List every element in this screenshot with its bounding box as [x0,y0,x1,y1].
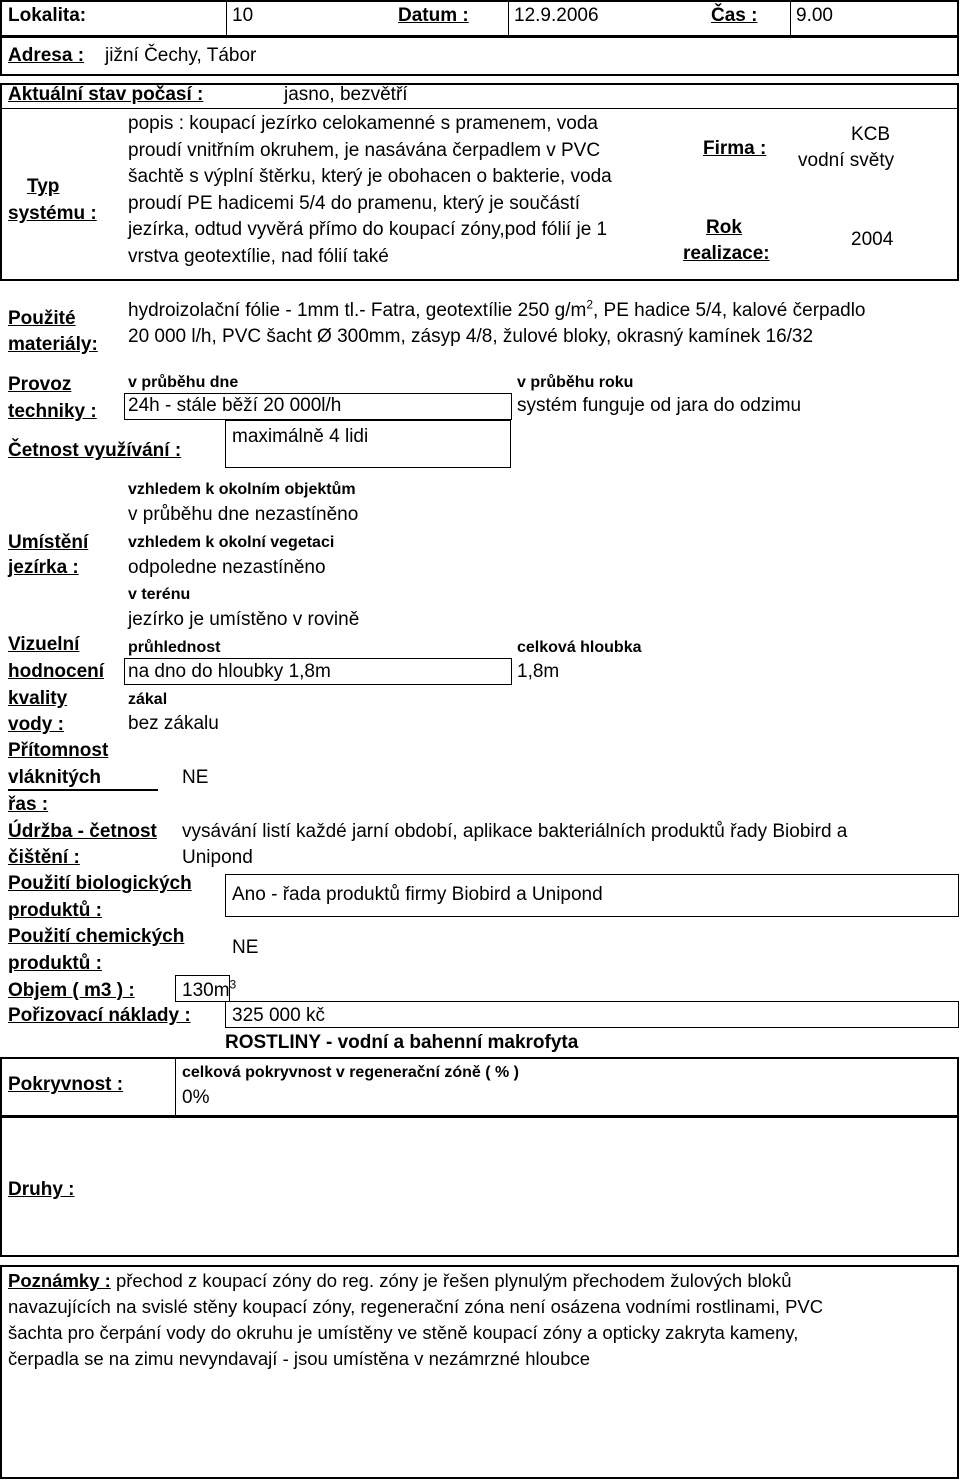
plants-title: ROSTLINY - vodní a bahenní makrofyta [225,1032,579,1053]
location-value: 10 [232,5,254,26]
notes-label: Poznámky : [8,1270,111,1291]
algae-label-line: Přítomnost [8,740,109,761]
cost-value: 325 000 kč [232,1005,325,1026]
operation-day-label: v průběhu dne [128,374,239,391]
volume-label: Objem ( m3 ) : [8,980,135,1001]
year-label-line2: realizace: [683,243,770,264]
notes-line [8,1268,823,1294]
volume-number: 130m [182,980,230,1001]
placement-label-line1: Umístění [8,532,89,553]
algae-value: NE [182,767,209,788]
chem-label-line2: produktů : [8,953,102,974]
firm-value-line1: KCB [851,124,891,145]
materials-superscript: 2 [586,297,593,312]
coverage-value: 0% [182,1087,210,1108]
algae-label-line: řas : [8,794,49,815]
time-label: Čas : [711,5,758,26]
quality-label-line: hodnocení [8,661,105,682]
notes-line: navazujících na svislé stěny koupací zóny, regenerační zóna není osázena vodními rostlinami, PVC [8,1296,824,1317]
notes-text [8,1268,823,1372]
system-desc-line: jezírka, odtud vyvěrá přímo do koupací zóny,pod fólií je 1 [128,219,608,240]
materials-line2: 20 000 l/h, PVC šacht Ø 300mm, zásyp 4/8, žulové bloky, okrasný kamínek 16/32 [128,326,814,347]
usage-label: Četnost využívání : [8,440,182,461]
volume-superscript: 3 [229,977,237,992]
firm-label: Firma : [703,138,767,159]
usage-value: maximálně 4 lidi [232,426,369,447]
maintenance-value-line1: vysávání listí každé jarní období, aplikace bakteriálních produktů řady Biobird a [182,821,848,842]
bio-label-line1: Použití biologických [8,873,192,894]
algae-label-line: vláknitých [8,767,101,788]
weather-rule [0,108,959,109]
placement-vegetation-label: vzhledem k okolní vegetaci [128,534,335,551]
materials-line1-end: , PE hadice 5/4, kalové čerpadlo [593,300,866,321]
cost-value-box [225,1001,959,1028]
chem-label-line1: Použití chemických [8,926,185,947]
maintenance-label-line1: Údržba - četnost [8,821,157,842]
depth-label: celková hloubka [517,639,642,656]
clarity-value: na dno do hloubky 1,8m [128,661,331,682]
system-desc-line: popis : koupací jezírko celokamenné s pramenem, voda [128,113,598,134]
system-desc-line: vrstva geotextílie, nad fólií také [128,245,389,267]
quality-label-line: kvality [8,688,68,709]
volume-value [182,977,237,1003]
operation-day-value: 24h - stále běží 20 000l/h [128,395,342,416]
weather-label: Aktuální stav počasí : [8,84,204,105]
operation-label-line1: Provoz [8,374,72,395]
quality-label-line: Vizuelní [8,634,80,655]
turbidity-value: bez zákalu [128,713,219,734]
operation-year-label: v průběhu roku [517,374,634,391]
location-label: Lokalita: [8,5,87,26]
system-desc-line: proudí vnitřním okruhem, je nasávána čerpadlem v PVC [128,139,601,161]
materials-label-line2: materiály: [8,334,98,355]
year-value: 2004 [851,229,894,250]
clarity-label: průhlednost [128,639,221,656]
species-label: Druhy : [8,1179,75,1200]
address-value: jižní Čechy, Tábor [105,45,257,66]
maintenance-value-line2: Unipond [182,847,253,868]
species-box [0,1116,959,1257]
placement-objects-label: vzhledem k okolním objektům [128,481,356,498]
system-description [128,111,612,270]
depth-value: 1,8m [517,661,560,682]
materials-label-line1: Použité [8,308,76,329]
placement-terrain-value: jezírko je umístěno v rovině [128,609,360,630]
coverage-sub-label: celková pokryvnost v regenerační zóně ( % ) [182,1064,520,1081]
firm-value-line2: vodní světy [798,150,895,171]
bio-value: Ano - řada produktů firmy Biobird a Unipond [232,884,603,905]
placement-terrain-label: v terénu [128,586,191,603]
notes-line: čerpadla se na zimu nevyndavají - jsou umístěna v nezámrzné hloubce [8,1348,591,1369]
coverage-divider [175,1057,176,1117]
system-label-line2: systému : [8,203,97,224]
placement-vegetation-value: odpoledne nezastíněno [128,557,326,578]
quality-label-line: vody : [8,714,64,735]
weather-value: jasno, bezvětří [284,84,408,105]
address-label: Adresa : [8,45,85,66]
placement-label-line2: jezírka : [8,557,79,578]
system-label-line1: Typ [27,176,60,197]
date-value: 12.9.2006 [514,5,599,26]
bio-label-line2: produktů : [8,900,102,921]
header-divider [790,0,791,37]
header-divider [226,0,227,37]
turbidity-label: zákal [128,691,168,708]
date-label: Datum : [398,5,469,26]
materials-line1-text: hydroizolační fólie - 1mm tl.- Fatra, geotextílie 250 g/m [128,300,587,321]
operation-year-value: systém funguje od jara do odzimu [517,395,802,416]
time-value: 9.00 [796,5,833,26]
materials-line1 [128,297,866,323]
notes-line: šachta pro čerpání vody do okruhu je umístěny ve stěně koupací zóny a opticky zakryta kameny, [8,1322,799,1343]
header-divider [508,0,509,37]
system-desc-line: šachtě s výplní štěrku, který je obohacen o bakterie, voda [128,166,612,187]
maintenance-label-line2: čištění : [8,847,80,868]
coverage-label: Pokryvnost : [8,1074,124,1095]
cost-label: Pořizovací náklady : [8,1005,191,1026]
placement-objects-value: v průběhu dne nezastíněno [128,504,359,525]
system-desc-line: proudí PE hadicemi 5/4 do pramenu, který je součástí [128,192,581,214]
algae-underline [8,789,158,791]
chem-value: NE [232,937,259,958]
notes-line1-text: přechod z koupací zóny do reg. zóny je řešen plynulým přechodem žulových bloků [110,1270,792,1291]
year-label-line1: Rok [706,217,742,238]
operation-label-line2: techniky : [8,401,97,422]
